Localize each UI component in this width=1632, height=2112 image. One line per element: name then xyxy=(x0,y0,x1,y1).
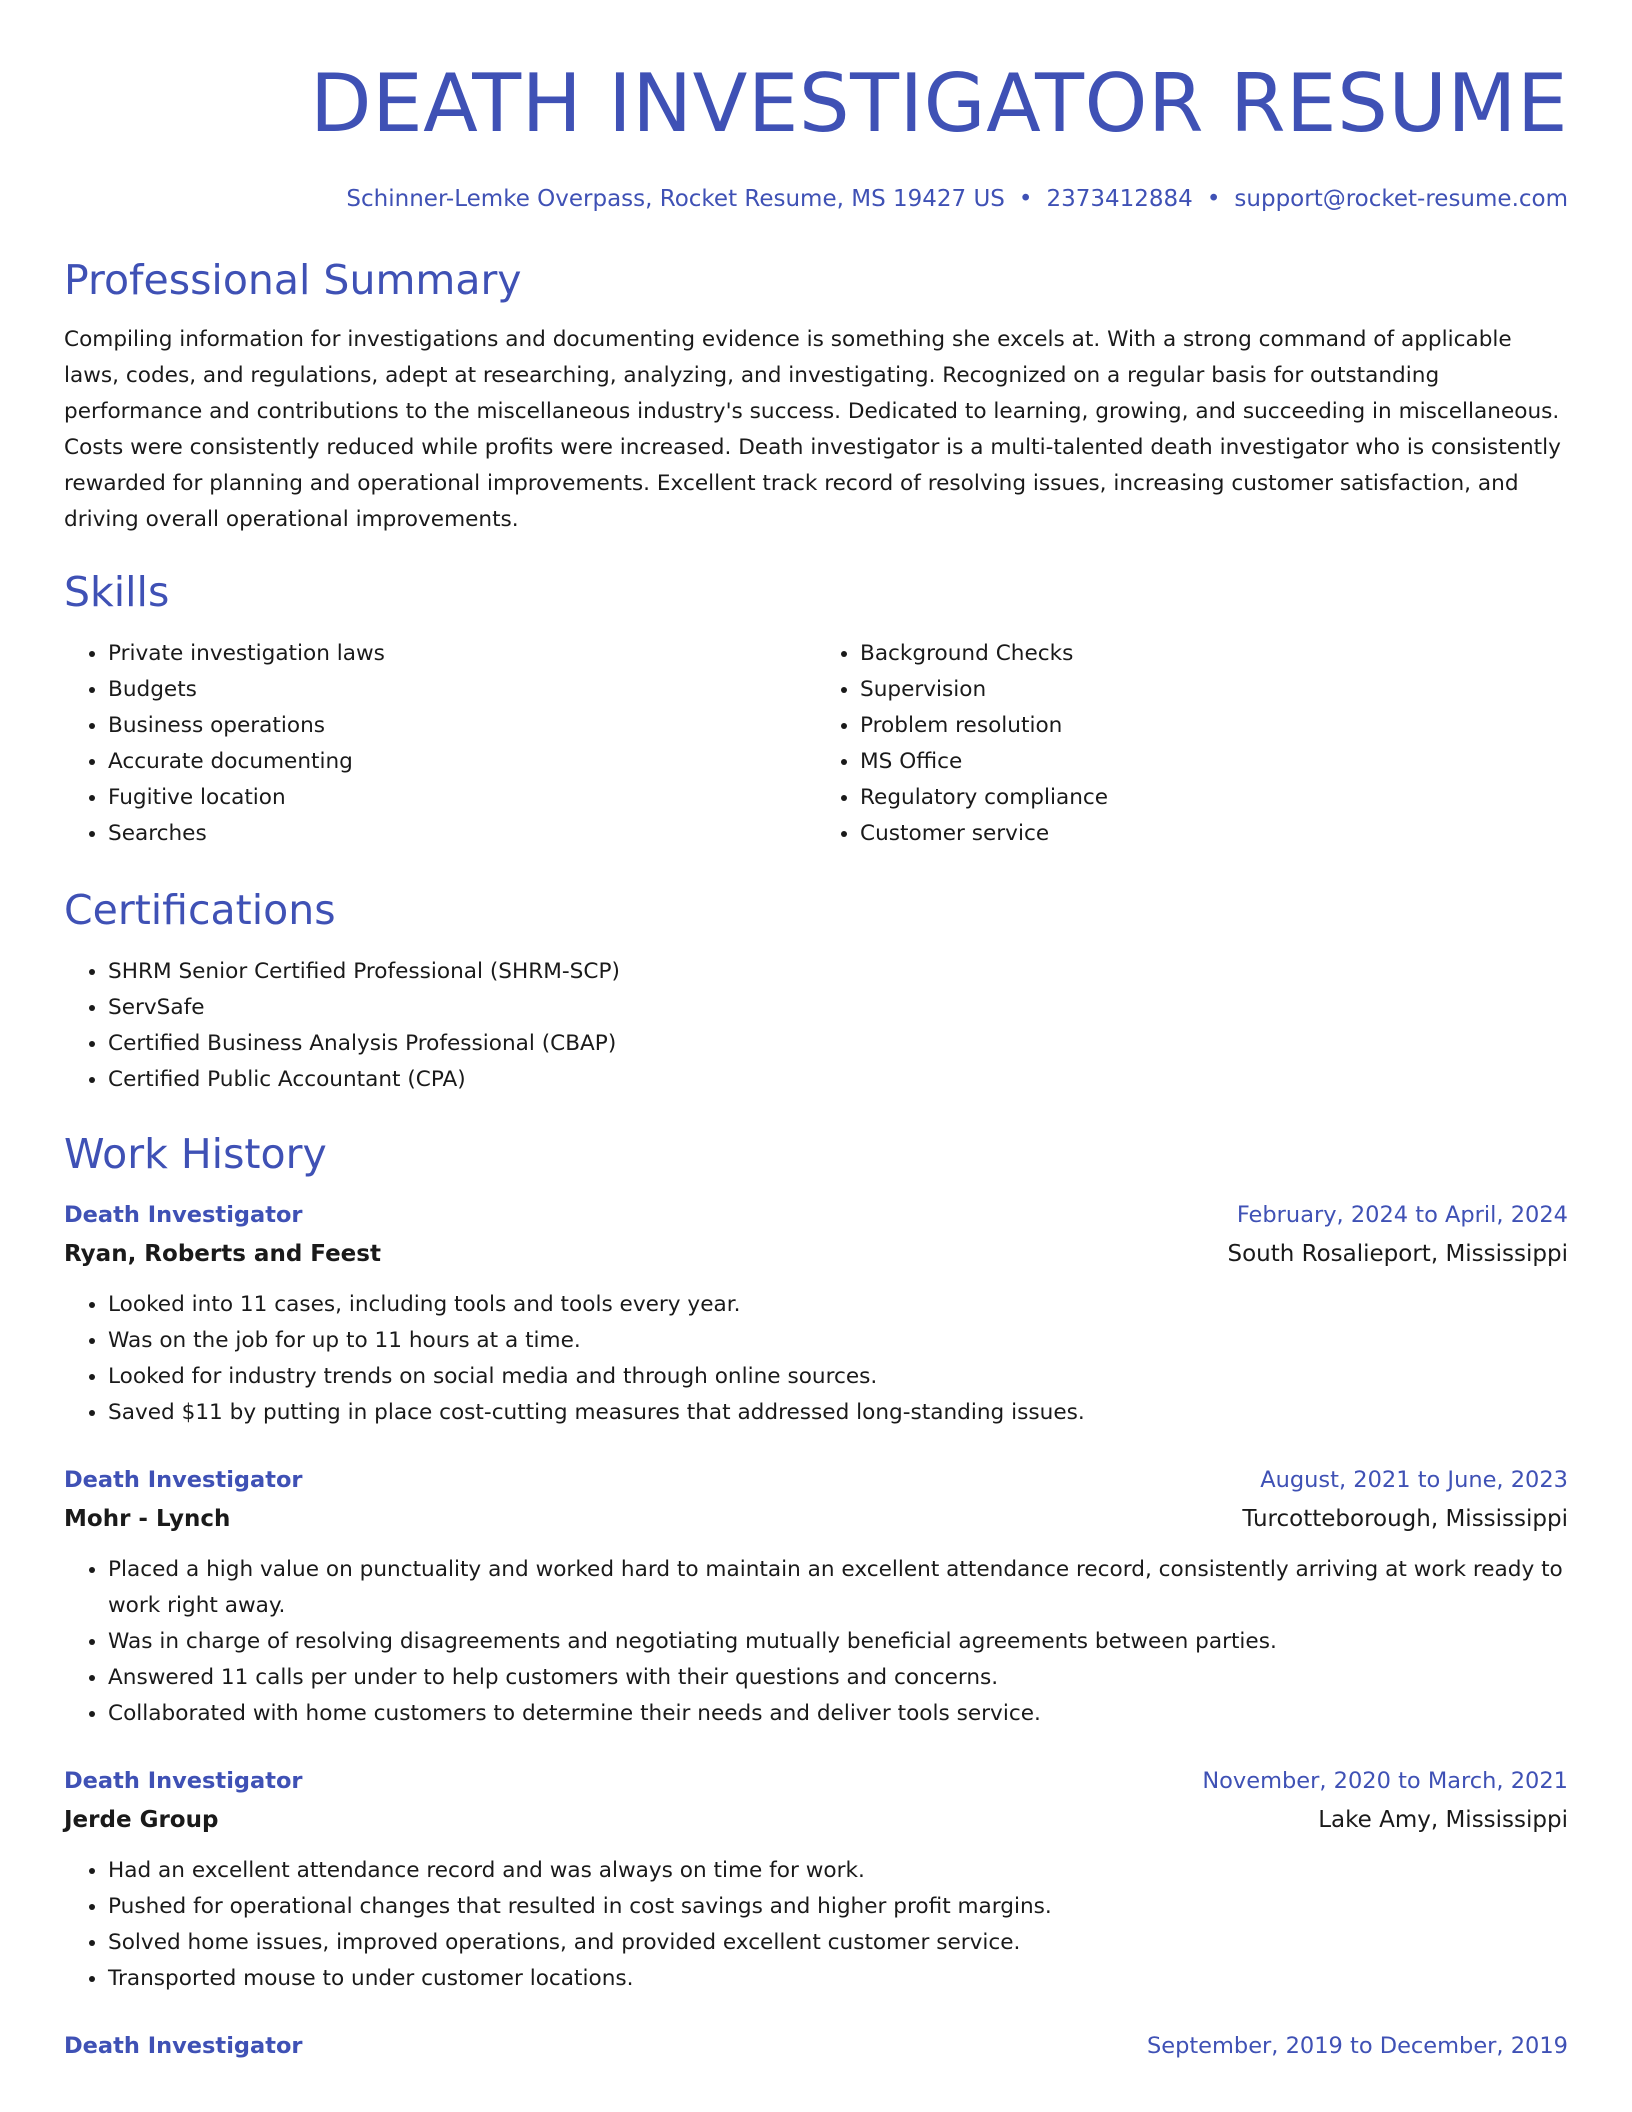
skill-item: • Searches xyxy=(108,816,816,852)
section-title-work-history: Work History xyxy=(64,1130,327,1178)
job-bullet: • Saved $11 by putting in place cost-cutting measures that addressed long-standing issues. xyxy=(108,1395,1568,1431)
job-entry xyxy=(64,1762,1568,1997)
contact-email: support@rocket-resume.com xyxy=(1234,186,1568,212)
job-dates: August, 2021 to June, 2023 xyxy=(1260,1467,1568,1493)
resume-title: DEATH INVESTIGATOR RESUME xyxy=(310,57,1568,150)
contact-separator: • xyxy=(1018,186,1033,212)
skill-item: • Business operations xyxy=(108,708,816,744)
skill-item: • Budgets xyxy=(108,672,816,708)
summary-text: Compiling information for investigations and documenting evidence is something she excels at. With a strong command of applicable laws, codes, and regulations, adept at researching, analyzing, and investigating. Recognized on a regular basis for outstanding performance and contributions to the miscellaneous industry's success. Dedicated to learning, growing, and succeeding in miscellaneous. Costs were consistently reduced while profits were increased. Death investigator is a multi-talented death investigator who is consistently rewarded for planning and operational improvements. Excellent track record of resolving issues, increasing customer satisfaction, and driving overall operational improvements. xyxy=(64,327,1561,532)
job-entry xyxy=(64,1461,1568,1732)
skills-columns xyxy=(64,636,1568,852)
resume-page xyxy=(64,0,1568,2065)
certifications-list xyxy=(64,954,1568,1098)
job-title: Death Investigator xyxy=(64,1768,303,1794)
job-bullets xyxy=(64,1287,1568,1431)
section-title-skills: Skills xyxy=(64,568,170,616)
certification-item: • SHRM Senior Certified Professional (SHRM-SCP) xyxy=(108,954,1568,990)
job-company: Jerde Group xyxy=(64,1807,219,1833)
job-bullet: • Collaborated with home customers to determine their needs and deliver tools service. xyxy=(108,1696,1568,1732)
job-dates: September, 2019 to December, 2019 xyxy=(1146,2033,1568,2059)
skill-item: • Supervision xyxy=(860,672,1568,708)
skills-list-left xyxy=(64,636,816,852)
skill-item: • Private investigation laws xyxy=(108,636,816,672)
job-entry xyxy=(64,1196,1568,1431)
section-title-summary: Professional Summary xyxy=(64,256,522,304)
job-bullet: • Was in charge of resolving disagreements and negotiating mutually beneficial agreements between parties. xyxy=(108,1624,1568,1660)
certification-item: • ServSafe xyxy=(108,990,1568,1026)
job-company: Ryan, Roberts and Feest xyxy=(64,1241,381,1267)
job-title: Death Investigator xyxy=(64,2033,303,2059)
job-location: South Rosalieport, Mississippi xyxy=(1227,1241,1568,1267)
job-dates: February, 2024 to April, 2024 xyxy=(1236,1202,1568,1228)
job-bullet: • Transported mouse to under customer locations. xyxy=(108,1961,1568,1997)
job-company: Mohr - Lynch xyxy=(64,1506,231,1532)
skill-item: • Fugitive location xyxy=(108,780,816,816)
job-bullet: • Had an excellent attendance record and was always on time for work. xyxy=(108,1853,1568,1889)
job-bullet: • Answered 11 calls per under to help customers with their questions and concerns. xyxy=(108,1660,1568,1696)
job-bullet: • Pushed for operational changes that resulted in cost savings and higher profit margins. xyxy=(108,1889,1568,1925)
section-title-certifications: Certifications xyxy=(64,886,336,934)
skills-list-right xyxy=(816,636,1568,852)
skill-item: • Accurate documenting xyxy=(108,744,816,780)
certification-item: • Certified Public Accountant (CPA) xyxy=(108,1062,1568,1098)
certification-item: • Certified Business Analysis Professional (CBAP) xyxy=(108,1026,1568,1062)
contact-address: Schinner-Lemke Overpass, Rocket Resume, MS 19427 US xyxy=(346,186,1005,212)
job-title: Death Investigator xyxy=(64,1202,303,1228)
job-bullets xyxy=(64,1552,1568,1732)
job-bullets xyxy=(64,1853,1568,1997)
contact-separator: • xyxy=(1206,186,1221,212)
skill-item: • Background Checks xyxy=(860,636,1568,672)
job-bullet: • Was on the job for up to 11 hours at a time. xyxy=(108,1323,1568,1359)
skill-item: • Customer service xyxy=(860,816,1568,852)
contact-line xyxy=(64,182,1568,216)
skill-item: • Regulatory compliance xyxy=(860,780,1568,816)
job-bullet: • Solved home issues, improved operations, and provided excellent customer service. xyxy=(108,1925,1568,1961)
job-bullet: • Looked into 11 cases, including tools and tools every year. xyxy=(108,1287,1568,1323)
job-location: Turcotteborough, Mississippi xyxy=(1242,1506,1568,1532)
job-bullet: • Looked for industry trends on social media and through online sources. xyxy=(108,1359,1568,1395)
skill-item: • Problem resolution xyxy=(860,708,1568,744)
skill-item: • MS Office xyxy=(860,744,1568,780)
job-bullet: • Placed a high value on punctuality and worked hard to maintain an excellent attendance record, consistently arriving at work ready to work right away. xyxy=(108,1552,1568,1624)
job-location: Lake Amy, Mississippi xyxy=(1318,1807,1568,1833)
job-dates: November, 2020 to March, 2021 xyxy=(1202,1768,1568,1794)
job-title: Death Investigator xyxy=(64,1467,303,1493)
job-entry xyxy=(64,2027,1568,2065)
contact-phone: 2373412884 xyxy=(1046,186,1193,212)
